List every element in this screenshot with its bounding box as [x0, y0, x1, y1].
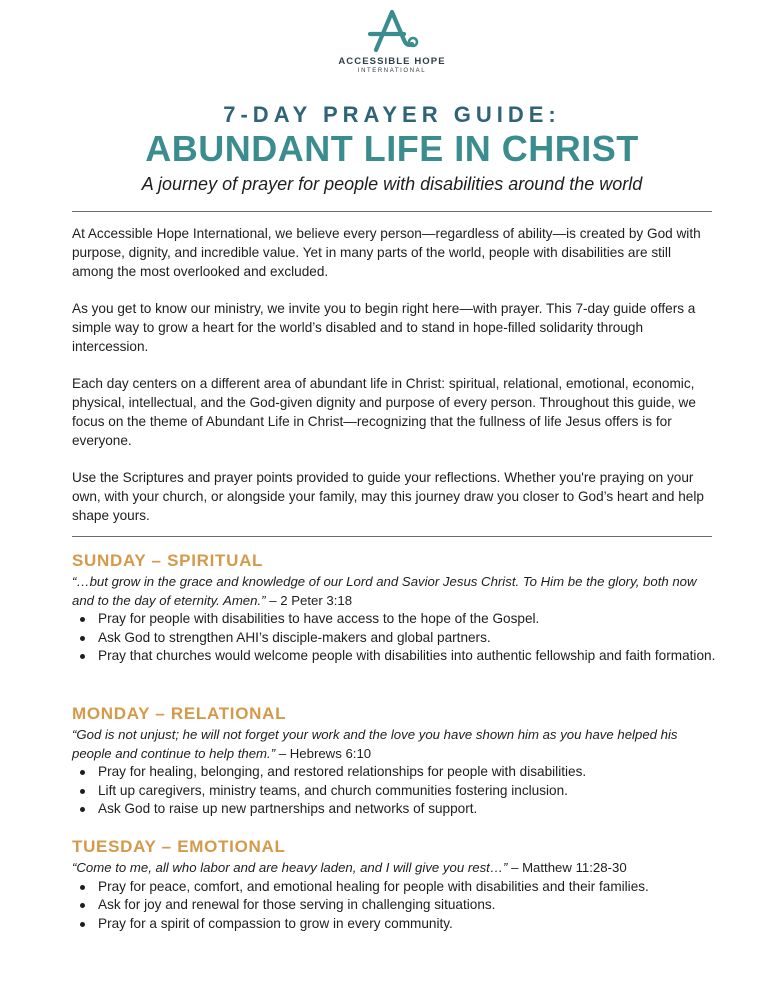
bullet-icon [80, 654, 85, 659]
bullet-icon [80, 617, 85, 622]
scripture-verse [72, 573, 717, 610]
day-heading: MONDAY – RELATIONAL [72, 704, 287, 723]
prayer-point: Pray for peace, comfort, and emotional healing for people with disabilities and their families. [98, 878, 717, 897]
prayer-point: Pray that churches would welcome people with disabilities into authentic fellowship and faith formation. [98, 647, 717, 666]
brand-name: ACCESSIBLE HOPE [338, 56, 446, 67]
intro-paragraph: At Accessible Hope International, we believe every person—regardless of ability—is created by God with purpose, dignity, and incredible value. Yet in many parts of the world, people with disabilities are still among the most overlooked and excluded. [72, 226, 701, 279]
logo [0, 8, 784, 74]
prayer-point: Pray for people with disabilities to have access to the hope of the Gospel. [98, 610, 717, 629]
verse-reference: – Matthew 11:28-30 [507, 860, 627, 875]
intro-paragraph: As you get to know our ministry, we invite you to begin right here—with prayer. This 7-day guide offers a simple way to grow a heart for the world’s disabled and to stand in hope-filled solidarity through intercession. [72, 301, 696, 354]
intro-paragraph: Each day centers on a different area of abundant life in Christ: spiritual, relational, emotional, economic, physical, intellectual, and the God-given dignity and purpose of every person. Throughout this guide, we focus on the theme of Abundant Life in Christ—recognizing that the fullness of life Jesus offers is for everyone. [72, 376, 696, 448]
scripture-verse [72, 859, 717, 878]
divider-top [72, 211, 712, 212]
guide-kicker: 7-DAY PRAYER GUIDE: [223, 102, 561, 127]
bullet-icon [80, 807, 85, 812]
scripture-verse [72, 726, 717, 763]
day-heading: SUNDAY – SPIRITUAL [72, 551, 264, 570]
bullet-icon [80, 922, 85, 927]
bullet-icon [80, 636, 85, 641]
verse-reference: – 2 Peter 3:18 [265, 592, 353, 608]
bullet-icon [80, 789, 85, 794]
page-subtitle: A journey of prayer for people with disabilities around the world [141, 174, 643, 194]
prayer-point: Ask God to raise up new partnerships and networks of support. [98, 800, 717, 819]
prayer-points [72, 610, 717, 666]
page-title: ABUNDANT LIFE IN CHRIST [145, 128, 639, 169]
prayer-point: Ask God to strengthen AHI’s disciple-makers and global partners. [98, 629, 717, 648]
bullet-icon [80, 903, 85, 908]
prayer-point: Ask for joy and renewal for those serving in challenging situations. [98, 896, 717, 915]
day-section-sunday [72, 550, 717, 666]
prayer-point: Lift up caregivers, ministry teams, and church communities fostering inclusion. [98, 782, 717, 801]
intro-section [72, 224, 714, 543]
day-section-monday [72, 703, 717, 819]
bullet-icon [80, 770, 85, 775]
brand-subname: INTERNATIONAL [357, 68, 427, 74]
verse-reference: – Hebrews 6:10 [275, 745, 372, 761]
prayer-point: Pray for a spirit of compassion to grow in every community. [98, 915, 717, 934]
verse-quote: “Come to me, all who labor and are heavy laden, and I will give you rest…” [72, 860, 508, 875]
intro-paragraph: Use the Scriptures and prayer points provided to guide your reflections. Whether you're praying on your own, with your church, or alongside your family, may this journey draw you closer to God’s heart and help shape yours. [72, 470, 704, 523]
bullet-icon [80, 885, 85, 890]
prayer-point: Pray for healing, belonging, and restored relationships for people with disabilities. [98, 763, 717, 782]
day-section-tuesday [72, 836, 717, 933]
verse-quote: “God is not unjust; he will not forget your work and the love you have shown him as you have helped his people and continue to help them.” [72, 727, 678, 761]
letter-a-logo-icon [364, 8, 420, 54]
day-heading: TUESDAY – EMOTIONAL [72, 837, 286, 856]
prayer-points [72, 763, 717, 819]
prayer-points [72, 878, 717, 934]
divider-bottom [72, 536, 712, 537]
verse-quote: “…but grow in the grace and knowledge of our Lord and Savior Jesus Christ. To Him be the glory, both now and to the day of eternity. Amen.” [72, 574, 697, 608]
